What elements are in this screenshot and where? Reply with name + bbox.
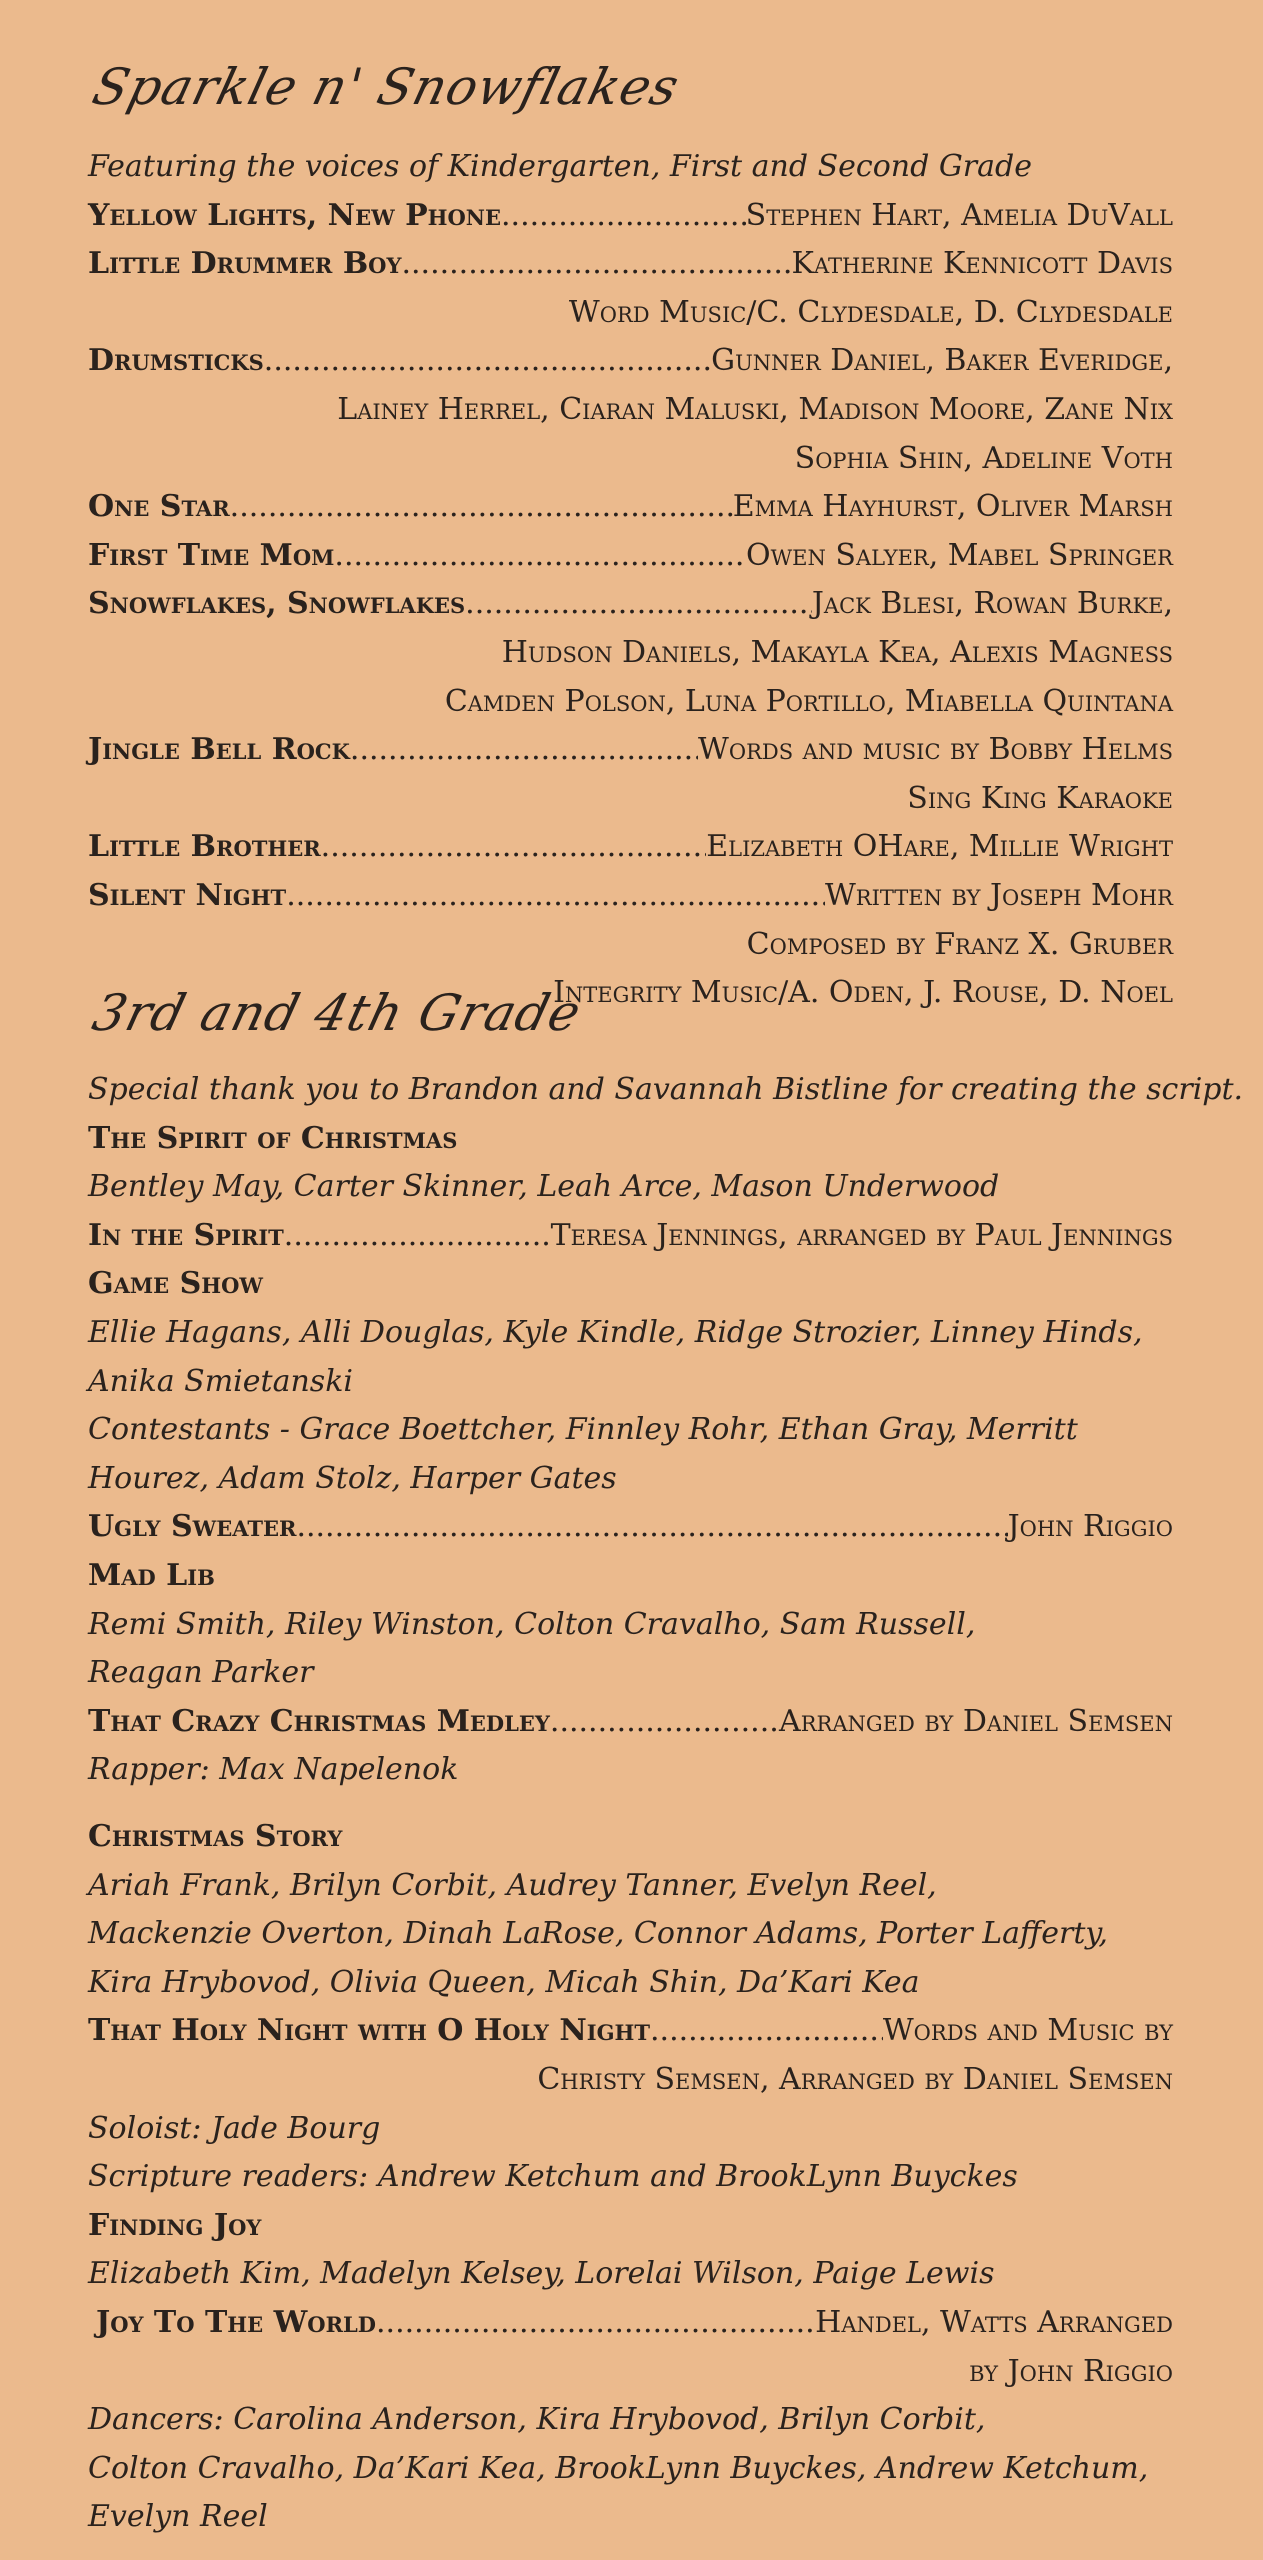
song-row xyxy=(88,483,1173,532)
song-title: One Star xyxy=(88,489,230,525)
section-subtitle: Featuring the voices of Kindergarten, First and Second Grade xyxy=(88,149,1032,184)
song-title: The Spirit of Christmas xyxy=(88,1120,458,1156)
song-credit-extra: Word Music/C. Clydesdale, D. Clydesdale xyxy=(568,294,1173,330)
song-row xyxy=(88,532,1173,581)
song-row xyxy=(88,726,1173,775)
cast-line: Mackenzie Overton, Dinah LaRose, Connor Adams, Porter Lafferty, xyxy=(88,1916,1108,1952)
song-row xyxy=(88,1503,1173,1552)
song-row xyxy=(88,1212,1173,1261)
song-credit-extra: by John Riggio xyxy=(969,2353,1173,2389)
dot-leader xyxy=(376,2299,815,2348)
dot-leader xyxy=(501,192,746,241)
song-credit: Arranged by Daniel Semsen xyxy=(779,1703,1173,1739)
song-title: Silent Night xyxy=(88,877,287,913)
song-row xyxy=(88,1698,1173,1747)
song-title: First Time Mom xyxy=(88,537,335,573)
song-title: Jingle Bell Rock xyxy=(88,732,350,768)
cast-line: Rapper: Max Napelenok xyxy=(88,1752,459,1788)
dot-leader xyxy=(334,532,746,581)
dot-leader xyxy=(286,872,825,921)
cast-line: Kira Hrybovod, Olivia Queen, Micah Shin, Da’Kari Kea xyxy=(88,1964,920,2000)
cast-line: Hourez, Adam Stolz, Harper Gates xyxy=(88,1460,617,1496)
cast-line: Colton Cravalho, Da’Kari Kea, BrookLynn Buyckes, Andrew Ketchum, xyxy=(88,2450,1149,2486)
cast-line: Scripture readers: Andrew Ketchum and BrookLynn Buyckes xyxy=(88,2159,1018,2195)
song-credit-extra: Sing King Karaoke xyxy=(907,780,1173,816)
song-title: Yellow Lights, New Phone xyxy=(88,197,501,233)
song-title: Ugly Sweater xyxy=(88,1509,297,1545)
song-title: Joy To The World xyxy=(96,2304,377,2340)
dot-leader xyxy=(550,1698,779,1747)
dot-leader xyxy=(401,240,791,289)
dot-leader xyxy=(465,580,812,629)
cast-line: Ariah Frank, Brilyn Corbit, Audrey Tanner, Evelyn Reel, xyxy=(88,1867,937,1903)
cast-line: Contestants - Grace Boettcher, Finnley Rohr, Ethan Gray, Merritt xyxy=(88,1412,1078,1448)
song-credit-extra: Christy Semsen, Arranged by Daniel Semsen xyxy=(537,2061,1173,2097)
song-credit: Handel, Watts Arranged xyxy=(815,2304,1173,2340)
cast-line: Dancers: Carolina Anderson, Kira Hrybovod, Brilyn Corbit, xyxy=(88,2402,986,2438)
song-row xyxy=(88,2299,1173,2348)
dot-leader xyxy=(284,1212,551,1261)
song-credit-extra: Integrity Music/A. Oden, J. Rouse, D. Noel xyxy=(553,975,1173,1011)
song-credit: Stephen Hart, Amelia DuVall xyxy=(745,197,1173,233)
song-title: Mad Lib xyxy=(88,1557,215,1593)
song-credit-extra: Sophia Shin, Adeline Voth xyxy=(794,440,1173,476)
song-title: Finding Joy xyxy=(88,2207,262,2243)
thanks-note: Special thank you to Brandon and Savannah Bistline for creating the script. xyxy=(88,1072,1244,1107)
cast-line: Anika Smietanski xyxy=(88,1363,353,1399)
song-row xyxy=(88,823,1173,872)
song-row xyxy=(88,872,1173,921)
song-row xyxy=(88,240,1173,289)
cast-line: Evelyn Reel xyxy=(88,2499,268,2535)
song-credit: Elizabeth OHare, Millie Wright xyxy=(706,829,1173,865)
song-title: Little Drummer Boy xyxy=(88,246,402,282)
song-credit: John Riggio xyxy=(1007,1509,1173,1545)
song-title: Snowflakes, Snowflakes xyxy=(88,586,466,622)
song-credit: Gunner Daniel, Baker Everidge, xyxy=(711,343,1173,379)
dot-leader xyxy=(350,726,698,775)
song-credit: Written by Joseph Mohr xyxy=(824,877,1173,913)
song-credit: Katherine Kennicott Davis xyxy=(791,246,1173,282)
song-credit-extra: Lainey Herrel, Ciaran Maluski, Madison Moore, Zane Nix xyxy=(337,391,1173,427)
song-credit: Jack Blesi, Rowan Burke, xyxy=(811,586,1173,622)
cast-line: Remi Smith, Riley Winston, Colton Cravalho, Sam Russell, xyxy=(88,1606,976,1642)
song-list xyxy=(88,192,1173,1018)
dot-leader xyxy=(264,337,711,386)
dot-leader xyxy=(230,483,733,532)
cast-line: Reagan Parker xyxy=(88,1655,314,1691)
song-title: Christmas Story xyxy=(88,1819,343,1854)
song-title: That Crazy Christmas Medley xyxy=(88,1703,550,1739)
song-title: Little Brother xyxy=(88,829,321,865)
song-credit-extra: Hudson Daniels, Makayla Kea, Alexis Magness xyxy=(501,634,1173,670)
song-row xyxy=(88,337,1173,386)
song-credit-extra: Camden Polson, Luna Portillo, Miabella Quintana xyxy=(444,683,1173,719)
song-title: Game Show xyxy=(88,1266,263,1302)
song-credit: Words and music by Bobby Helms xyxy=(698,732,1173,768)
song-row xyxy=(88,2007,1173,2056)
song-row xyxy=(88,580,1173,629)
dot-leader xyxy=(650,2007,883,2056)
song-title: Drumsticks xyxy=(88,343,264,379)
dot-leader xyxy=(321,823,707,872)
song-credit-extra: Composed by Franz X. Gruber xyxy=(746,926,1173,962)
song-credit: Emma Hayhurst, Oliver Marsh xyxy=(732,489,1173,525)
song-title: In the Spirit xyxy=(88,1217,284,1253)
section-heading-2: 3rd and 4th Grade xyxy=(87,984,588,1042)
cast-line: Soloist: Jade Bourg xyxy=(88,2110,381,2146)
song-title: That Holy Night with O Holy Night xyxy=(88,2013,651,2049)
song-credit: Teresa Jennings, arranged by Paul Jennings xyxy=(550,1217,1173,1253)
section-heading: Sparkle n' Snowflakes xyxy=(87,58,686,116)
song-row xyxy=(88,192,1173,241)
song-credit: Words and Music by xyxy=(882,2013,1173,2049)
cast-line: Bentley May, Carter Skinner, Leah Arce, Mason Underwood xyxy=(88,1169,1000,1205)
cast-line: Ellie Hagans, Alli Douglas, Kyle Kindle, Ridge Strozier, Linney Hinds, xyxy=(88,1314,1143,1350)
song-credit: Owen Salyer, Mabel Springer xyxy=(745,537,1173,573)
dot-leader xyxy=(296,1503,1007,1552)
cast-line: Elizabeth Kim, Madelyn Kelsey, Lorelai Wilson, Paige Lewis xyxy=(88,2256,995,2292)
